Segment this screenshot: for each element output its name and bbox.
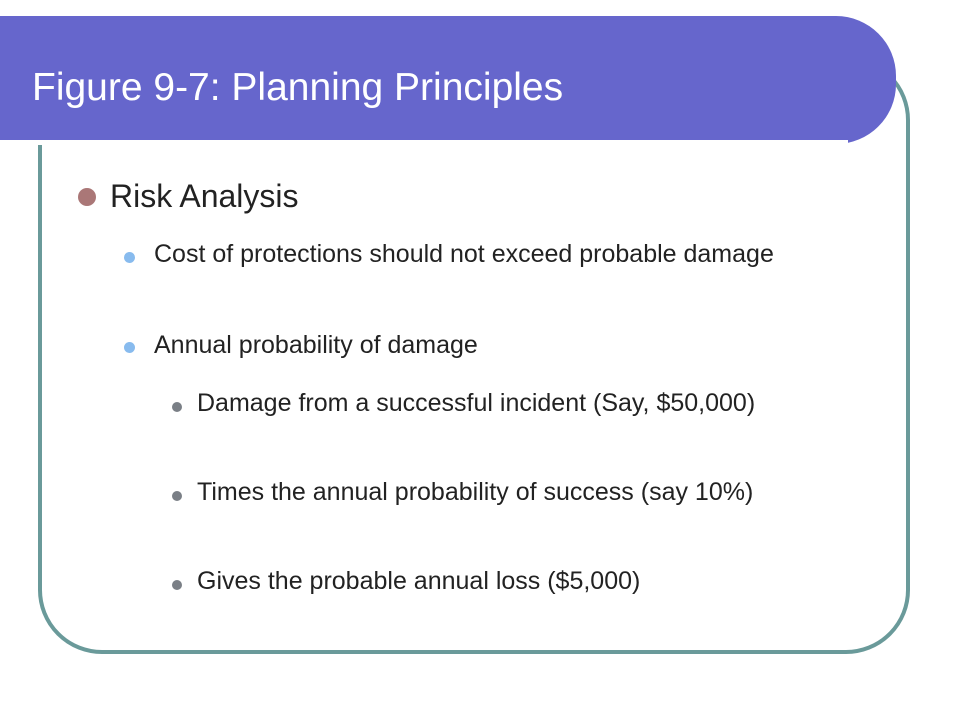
bullet-cost-of-protections: Cost of protections should not exceed probable damage (154, 240, 774, 268)
bullet-probable-annual-loss: Gives the probable annual loss ($5,000) (197, 567, 641, 595)
bullet-heading-risk-analysis: Risk Analysis (110, 178, 299, 214)
bullet-dot-icon (78, 188, 96, 206)
bullet-dot-icon (124, 342, 135, 353)
bullet-dot-icon (172, 402, 182, 412)
bullet-annual-probability: Annual probability of damage (154, 331, 478, 359)
slide-title: Figure 9-7: Planning Principles (32, 66, 564, 109)
bullet-damage-from-incident: Damage from a successful incident (Say, $50,000) (197, 389, 756, 417)
bullet-dot-icon (172, 491, 182, 501)
bullet-dot-icon (124, 252, 135, 263)
bullet-dot-icon (172, 580, 182, 590)
bullet-times-annual-probability: Times the annual probability of success (say 10%) (197, 478, 754, 506)
